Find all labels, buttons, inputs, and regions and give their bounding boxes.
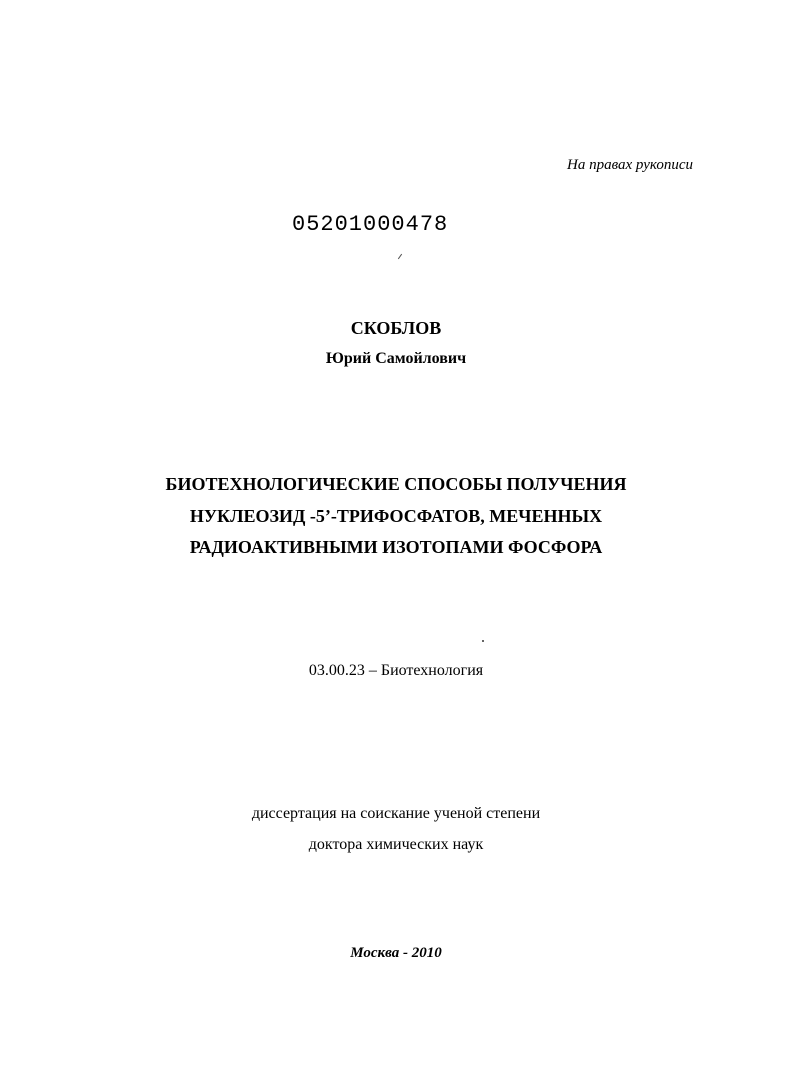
- scan-mark: [398, 254, 402, 259]
- author-surname: СКОБЛОВ: [350, 318, 442, 338]
- rights-note: На правах рукописи: [567, 157, 693, 173]
- city-year: Москва - 2010: [350, 945, 442, 961]
- author-given-names: Юрий Самойлович: [325, 350, 467, 367]
- degree-line-2: доктора химических наук: [308, 836, 484, 853]
- archive-number-stamp: 05201000478: [292, 212, 449, 237]
- specialty-code: 03.00.23 – Биотехнология: [308, 662, 484, 679]
- scan-speck: [482, 640, 484, 642]
- title-line-2: НУКЛЕОЗИД -5’-ТРИФОСФАТОВ, МЕЧЕННЫХ: [189, 506, 603, 526]
- degree-line-1: диссертация на соискание ученой степени: [251, 805, 541, 822]
- title-line-3: РАДИОАКТИВНЫМИ ИЗОТОПАМИ ФОСФОРА: [189, 537, 603, 557]
- title-line-1: БИОТЕХНОЛОГИЧЕСКИЕ СПОСОБЫ ПОЛУЧЕНИЯ: [165, 474, 627, 494]
